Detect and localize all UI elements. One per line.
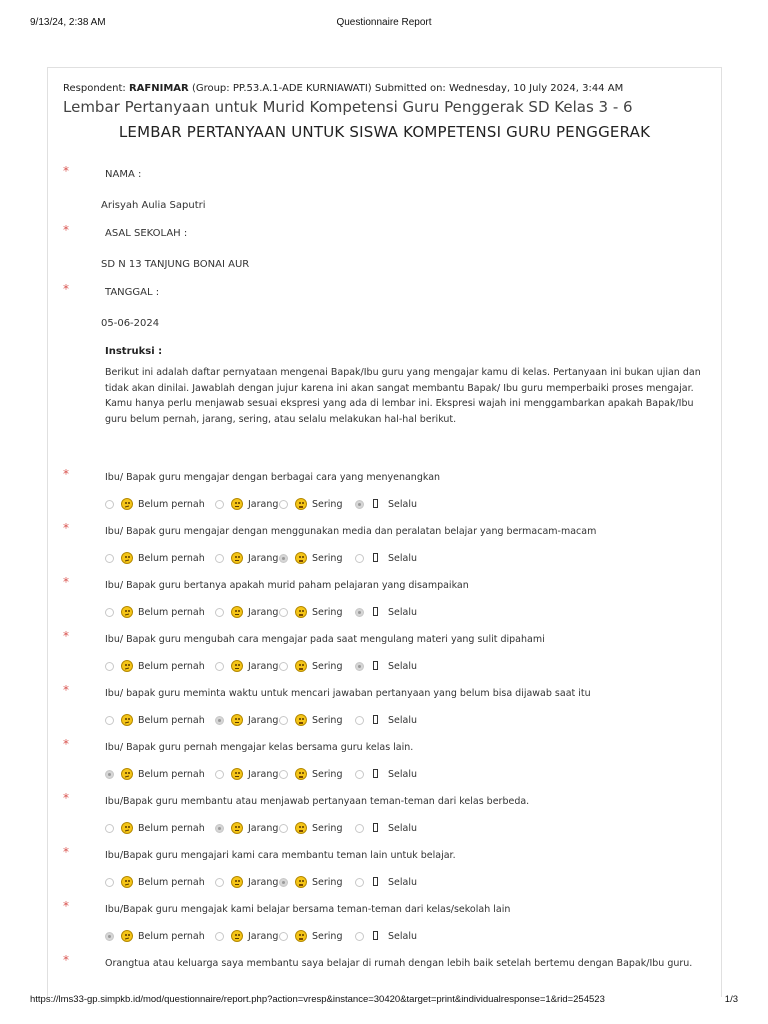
option-label: Selalu [388,715,417,726]
option-label: Selalu [388,553,417,564]
question-text: Ibu/Bapak guru membantu atau menjawab pertanyaan teman-teman dari kelas berbeda. [105,796,530,807]
radio-button[interactable] [215,500,224,509]
instructions-text: Berikut ini adalah daftar pernyataan mengenai Bapak/Ibu guru yang mengajar kamu di kelas. Pertanyaan ini bukan ujian dan tidak akan dinilai. Jawablah dengan jujur karena ini akan sangat membantu Bapak/ Ibu guru memperbaiki proses mengajar. Kamu hanya perlu menjawab sesuai ekspresi yang ada di lembar ini. Ekspresi wajah ini menggambarkan apakah Bapak/Ibu guru belum pernah, jarang, sering, atau selalu melakukan hal-hal berikut. [105,367,701,425]
radio-button[interactable] [105,716,114,725]
missing-glyph-icon [373,823,378,832]
confused-face-icon [121,822,133,834]
question-text: Ibu/ Bapak guru pernah mengajar kelas bersama guru kelas lain. [105,742,414,753]
option-label: Selalu [388,499,417,510]
required-marker: * [63,164,69,178]
missing-glyph-icon [373,877,378,886]
radio-button[interactable] [279,716,288,725]
survey-title: Lembar Pertanyaan untuk Murid Kompetensi Guru Penggerak SD Kelas 3 - 6 [63,98,633,116]
missing-glyph-icon [373,553,378,562]
neutral-face-icon [231,660,243,672]
option-label: Belum pernah [138,769,205,780]
confused-face-icon [121,606,133,618]
radio-button[interactable] [355,932,364,941]
field-value-tanggal: 05-06-2024 [101,318,160,329]
option-label: Selalu [388,607,417,618]
question-text: Ibu/ Bapak guru bertanya apakah murid paham pelajaran yang disampaikan [105,580,469,591]
main-heading: LEMBAR PERTANYAAN UNTUK SISWA KOMPETENSI GURU PENGGERAK [118,123,651,141]
option-label: Sering [312,823,343,834]
missing-glyph-icon [373,661,378,670]
radio-button[interactable] [105,932,114,941]
option-label: Jarang [248,661,279,672]
confused-face-icon [121,660,133,672]
questionnaire-report-card [47,67,722,997]
radio-button[interactable] [279,608,288,617]
radio-button[interactable] [105,824,114,833]
radio-button[interactable] [279,824,288,833]
required-marker: * [63,953,69,967]
grinning-face-icon [295,876,307,888]
option-label: Jarang [248,823,279,834]
neutral-face-icon [231,930,243,942]
required-marker: * [63,629,69,643]
radio-button[interactable] [105,554,114,563]
grinning-face-icon [295,606,307,618]
radio-button[interactable] [215,824,224,833]
option-label: Selalu [388,769,417,780]
radio-button[interactable] [105,500,114,509]
print-footer [30,994,738,1008]
option-label: Jarang [248,877,279,888]
radio-button[interactable] [215,608,224,617]
field-label-tanggal: TANGGAL : [105,287,160,298]
radio-button[interactable] [105,608,114,617]
radio-button[interactable] [215,932,224,941]
radio-button[interactable] [105,770,114,779]
radio-button[interactable] [355,662,364,671]
radio-button[interactable] [355,716,364,725]
instructions-title: Instruksi : [105,346,163,357]
required-marker: * [63,282,69,296]
radio-button[interactable] [105,662,114,671]
question-text: Ibu/ bapak guru meminta waktu untuk mencari jawaban pertanyaan yang belum bisa dijawab saat itu [105,688,591,699]
option-label: Belum pernah [138,499,205,510]
option-label: Jarang [248,499,279,510]
option-label: Selalu [388,661,417,672]
neutral-face-icon [231,876,243,888]
confused-face-icon [121,498,133,510]
print-title: Questionnaire Report [336,17,432,28]
field-label-nama: NAMA : [105,169,142,180]
radio-button[interactable] [279,878,288,887]
confused-face-icon [121,876,133,888]
neutral-face-icon [231,768,243,780]
grinning-face-icon [295,498,307,510]
required-marker: * [63,737,69,751]
option-label: Belum pernah [138,607,205,618]
radio-button[interactable] [355,608,364,617]
print-date: 9/13/24, 2:38 AM [30,17,106,28]
required-marker: * [63,223,69,237]
field-value-nama: Arisyah Aulia Saputri [101,200,206,211]
grinning-face-icon [295,714,307,726]
respondent-group: (Group: PP.53.A.1-ADE KURNIAWATI) [191,83,372,94]
missing-glyph-icon [373,931,378,940]
option-label: Sering [312,553,343,564]
option-label: Sering [312,715,343,726]
respondent-line [63,83,623,94]
radio-button[interactable] [215,716,224,725]
option-label: Selalu [388,877,417,888]
grinning-face-icon [295,660,307,672]
print-url: https://lms33-gp.simpkb.id/mod/questionnaire/report.php?action=vresp&instance=30420&target=print&individualresponse=1&rid=254523 [30,994,605,1005]
required-marker: * [63,899,69,913]
option-label: Belum pernah [138,715,205,726]
option-label: Belum pernah [138,661,205,672]
option-label: Belum pernah [138,823,205,834]
option-label: Jarang [248,607,279,618]
confused-face-icon [121,930,133,942]
question-text: Ibu/ Bapak guru mengajar dengan menggunakan media dan peralatan belajar yang bermacam-macam [105,526,597,537]
missing-glyph-icon [373,769,378,778]
required-marker: * [63,575,69,589]
print-header [30,17,738,31]
grinning-face-icon [295,552,307,564]
confused-face-icon [121,714,133,726]
required-marker: * [63,845,69,859]
radio-button[interactable] [279,500,288,509]
option-label: Sering [312,499,343,510]
option-label: Selalu [388,823,417,834]
missing-glyph-icon [373,715,378,724]
radio-button[interactable] [355,770,364,779]
option-label: Sering [312,877,343,888]
radio-button[interactable] [215,554,224,563]
radio-button[interactable] [279,662,288,671]
confused-face-icon [121,768,133,780]
radio-button[interactable] [355,824,364,833]
radio-button[interactable] [355,878,364,887]
missing-glyph-icon [373,499,378,508]
field-label-asal-sekolah: ASAL SEKOLAH : [105,228,188,239]
required-marker: * [63,467,69,481]
question-text: Ibu/ Bapak guru mengubah cara mengajar pada saat mengulang materi yang sulit dipahami [105,634,545,645]
option-label: Sering [312,769,343,780]
respondent-label: Respondent: [63,83,126,94]
grinning-face-icon [295,768,307,780]
neutral-face-icon [231,714,243,726]
question-text: Ibu/Bapak guru mengajari kami cara membantu teman lain untuk belajar. [105,850,456,861]
submitted-on: Submitted on: Wednesday, 10 July 2024, 3:44 AM [374,83,624,94]
question-text: Ibu/ Bapak guru mengajar dengan berbagai cara yang menyenangkan [105,472,441,483]
option-label: Jarang [248,931,279,942]
radio-button[interactable] [279,932,288,941]
neutral-face-icon [231,822,243,834]
neutral-face-icon [231,552,243,564]
radio-button[interactable] [215,662,224,671]
option-label: Belum pernah [138,553,205,564]
option-label: Jarang [248,769,279,780]
option-label: Belum pernah [138,931,205,942]
radio-button[interactable] [279,770,288,779]
radio-button[interactable] [279,554,288,563]
required-marker: * [63,521,69,535]
option-label: Sering [312,931,343,942]
respondent-name: RAFNIMAR [128,83,189,94]
question-text: Ibu/Bapak guru mengajak kami belajar bersama teman-teman dari kelas/sekolah lain [105,904,511,915]
radio-button[interactable] [215,878,224,887]
option-label: Sering [312,661,343,672]
grinning-face-icon [295,930,307,942]
missing-glyph-icon [373,607,378,616]
neutral-face-icon [231,498,243,510]
neutral-face-icon [231,606,243,618]
required-marker: * [63,683,69,697]
question-text: Orangtua atau keluarga saya membantu saya belajar di rumah dengan lebih baik setelah bertemu dengan Bapak/Ibu guru. [105,958,693,969]
option-label: Selalu [388,931,417,942]
option-label: Sering [312,607,343,618]
option-label: Jarang [248,553,279,564]
radio-button[interactable] [355,500,364,509]
page-number: 1/3 [724,994,738,1005]
grinning-face-icon [295,822,307,834]
radio-button[interactable] [105,878,114,887]
radio-button[interactable] [215,770,224,779]
option-label: Jarang [248,715,279,726]
option-label: Belum pernah [138,877,205,888]
radio-button[interactable] [355,554,364,563]
confused-face-icon [121,552,133,564]
required-marker: * [63,791,69,805]
field-value-asal-sekolah: SD N 13 TANJUNG BONAI AUR [101,259,250,270]
